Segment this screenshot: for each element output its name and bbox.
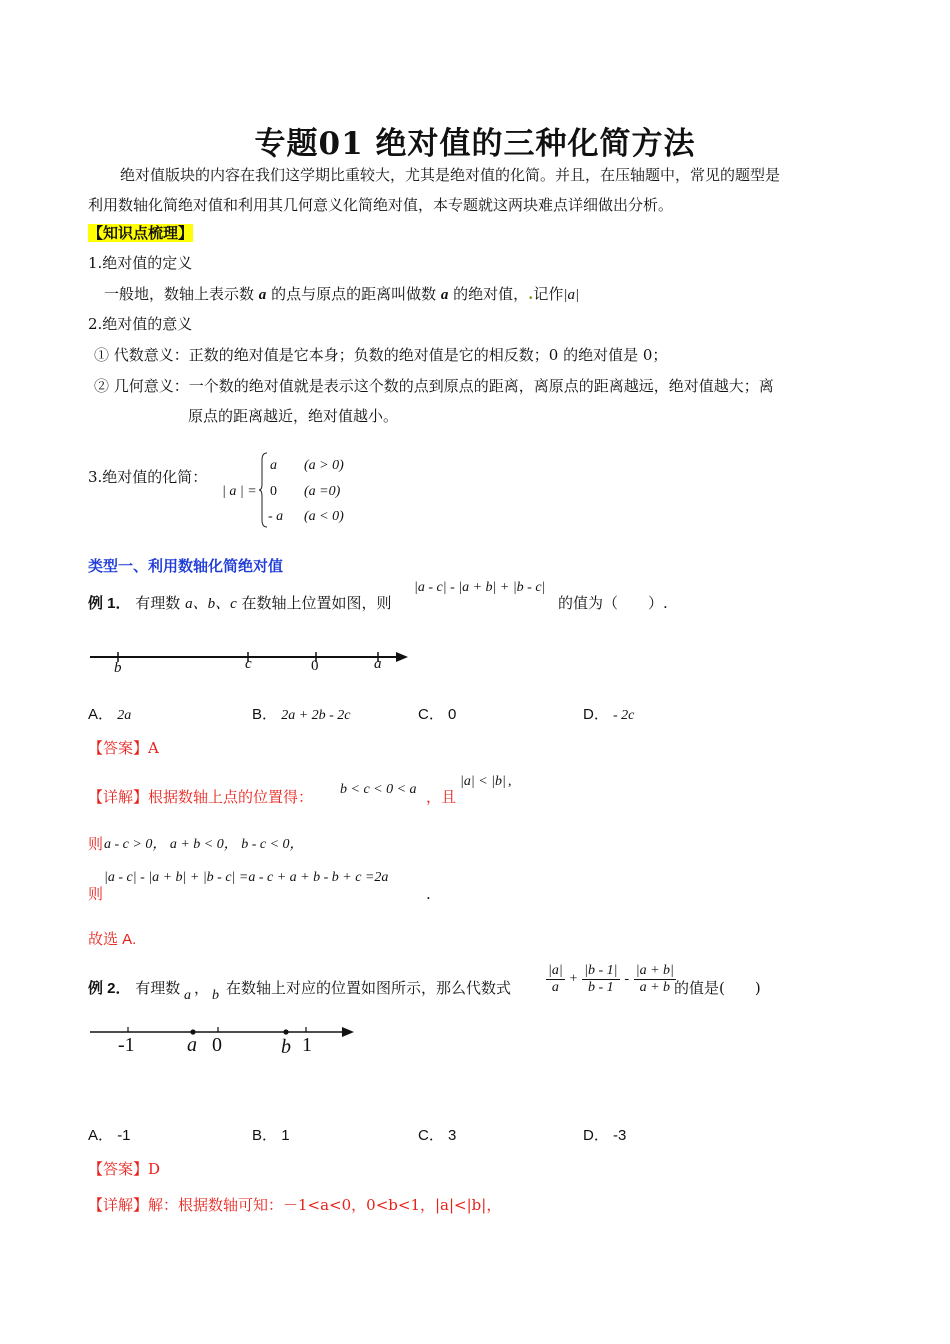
example-1-steps: a - c > 0， a + b < 0， b - c < 0， — [104, 837, 304, 852]
ex2-option-c-letter: C． — [418, 1127, 444, 1144]
example-1-answer: 【答案】A — [88, 739, 159, 757]
example-2-var-a: a — [184, 988, 191, 1003]
definition-var-a1: a — [258, 287, 267, 303]
ex2-option-d-value: -3 — [613, 1127, 627, 1144]
ex1-option-d-value: - 2c — [613, 708, 635, 723]
fraction-2 — [582, 963, 619, 996]
example-1-label: 例 1． — [88, 595, 131, 612]
example-1-then-2: 则 — [88, 885, 104, 903]
number-line-1 — [88, 640, 418, 680]
example-2-comma: ， — [194, 979, 210, 997]
example-1-result: |a - c| - |a + b| + |b - c| =a - c + a + b - b + c =2a — [104, 870, 389, 885]
intro-line-2: 利用数轴化简绝对值和利用其几何意义化简绝对值，本专题就这两块难点详细做出分析。 — [88, 196, 674, 214]
axis2-label-b: b — [281, 1036, 291, 1058]
example-1-then-1: 则 — [88, 835, 104, 853]
example-1-ineq-2: |a| < |b| — [460, 774, 506, 789]
example-2-text-b: 在数轴上对应的位置如图所示，那么代数式 — [226, 979, 512, 997]
example-2-text-a: 有理数 — [135, 979, 181, 997]
example-1-vars: a、b、c — [185, 596, 237, 612]
section-2-item-2-line-2: 原点的距离越近，绝对值越小。 — [188, 407, 399, 425]
fraction-3-den: a + b — [639, 980, 671, 995]
ex2-option-b — [252, 1124, 290, 1145]
example-1-text-b: 在数轴上位置如图，则 — [241, 594, 392, 612]
knowledge-tag-label: 【知识点梳理】 — [88, 224, 194, 242]
ex1-option-a-value: 2a — [117, 708, 132, 723]
page-title: 专题01 绝对值的三种化简方法 — [254, 126, 696, 162]
ex1-option-b-value: 2a + 2b - 2c — [281, 708, 351, 723]
fraction-2-num: |b - 1| — [584, 963, 618, 978]
ex1-option-c — [418, 703, 456, 724]
ex2-option-b-value: 1 — [281, 1127, 290, 1144]
definition-dot: . — [528, 285, 534, 303]
definition-notation: |a| — [563, 287, 580, 303]
ex1-option-b — [252, 703, 351, 724]
example-2-text-c: 的值是( ) — [674, 979, 761, 997]
example-2-answer: 【答案】D — [88, 1160, 161, 1178]
axis2-label-0: 0 — [212, 1034, 222, 1056]
example-1-result-tail: . — [426, 885, 431, 903]
ex2-option-a-value: -1 — [117, 1127, 131, 1144]
fraction-3 — [634, 963, 676, 996]
example-1-ineq-2-tail: , — [508, 774, 512, 789]
ex2-option-a — [88, 1124, 131, 1145]
ex2-option-a-letter: A． — [88, 1127, 114, 1144]
definition-var-a2: a — [440, 287, 449, 303]
ex1-option-c-value: 0 — [448, 706, 457, 723]
fraction-1-den: a — [551, 980, 559, 995]
section-1-definition — [104, 279, 579, 310]
axis1-label-0: 0 — [311, 658, 319, 674]
fraction-3-num: |a + b| — [635, 963, 674, 978]
ex1-option-a — [88, 703, 131, 724]
expr-plus: + — [569, 971, 578, 987]
example-1-text-c: 的值为（ ）. — [558, 594, 668, 612]
expr-minus: - — [624, 971, 629, 987]
example-1-ineq-1: b < c < 0 < a — [340, 782, 417, 797]
case-3-cond: (a < 0) — [304, 509, 344, 524]
example-2-detail: 【详解】解：根据数轴可知：－1<a<0，0<b<1，|a|<|b|， — [88, 1196, 502, 1214]
example-1-and-text: ，且 — [426, 788, 457, 806]
ex1-option-a-letter: A． — [88, 706, 114, 723]
axis1-label-a: a — [374, 656, 382, 672]
case-1-value: a — [270, 458, 277, 473]
fraction-1 — [546, 963, 565, 996]
case-3-value: - a — [268, 509, 284, 524]
knowledge-section-tag — [88, 218, 193, 248]
section-1-heading: 1.绝对值的定义 — [88, 254, 193, 272]
ex1-option-c-letter: C． — [418, 706, 444, 723]
brace-svg — [258, 452, 268, 528]
ex2-option-b-letter: B． — [252, 1127, 278, 1144]
example-2-expression — [546, 963, 676, 996]
section-2-heading: 2.绝对值的意义 — [88, 315, 193, 333]
case-2-cond: (a =0) — [304, 484, 341, 499]
intro-line-1: 绝对值版块的内容在我们这学期比重较大，尤其是绝对值的化简。并且，在压轴题中，常见的题型是 — [120, 166, 781, 184]
axis2-label-a: a — [187, 1034, 197, 1056]
section-2-item-1: ① 代数意义：正数的绝对值是它本身；负数的绝对值是它的相反数；0 的绝对值是 0； — [94, 346, 668, 364]
axis2-label-neg1: -1 — [118, 1034, 135, 1056]
axis1-label-b: b — [114, 660, 122, 676]
axis1-label-c: c — [245, 656, 252, 672]
section-2-item-2-line-1: ② 几何意义：一个数的绝对值就是表示这个数的点到原点的距离，离原点的距离越远，绝对值越大；离 — [94, 377, 774, 395]
case-1-cond: (a > 0) — [304, 458, 344, 473]
fraction-2-den: b - 1 — [588, 980, 614, 995]
ex2-option-d — [583, 1124, 626, 1145]
ex2-option-c-value: 3 — [448, 1127, 457, 1144]
example-2-question-start — [88, 973, 180, 1004]
example-2-label: 例 2． — [88, 980, 131, 997]
abs-lhs: | a | = — [222, 484, 257, 499]
piecewise-brace — [258, 452, 268, 528]
definition-text-c: 的绝对值， — [453, 285, 529, 303]
ex1-option-d — [583, 703, 634, 724]
definition-text-a: 一般地，数轴上表示数 — [104, 285, 255, 303]
example-2-var-b: b — [212, 988, 219, 1003]
ex2-option-c — [418, 1124, 456, 1145]
ex2-option-d-letter: D． — [583, 1127, 609, 1144]
example-1-text-a: 有理数 — [135, 594, 181, 612]
axis2-label-1: 1 — [302, 1034, 312, 1056]
example-1-conclusion: 故选 A. — [88, 931, 137, 948]
fraction-1-num: |a| — [548, 963, 563, 978]
ex1-option-d-letter: D． — [583, 706, 609, 723]
definition-text-b: 的点与原点的距离叫做数 — [271, 285, 437, 303]
section-3-heading: 3.绝对值的化简： — [88, 468, 208, 486]
ex1-option-b-letter: B． — [252, 706, 278, 723]
example-1-expression: |a - c| - |a + b| + |b - c| — [414, 580, 546, 595]
example-1-question — [88, 588, 392, 619]
case-2-value: 0 — [270, 484, 277, 499]
example-1-detail-label: 【详解】根据数轴上点的位置得： — [88, 788, 314, 806]
definition-text-d: 记作 — [533, 285, 564, 303]
type-1-heading: 类型一、利用数轴化简绝对值 — [88, 557, 284, 575]
